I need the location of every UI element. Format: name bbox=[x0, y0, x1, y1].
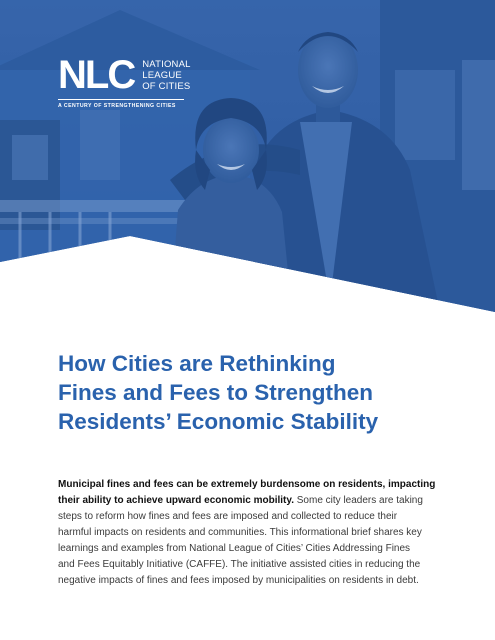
title-line: How Cities are Rethinking bbox=[58, 351, 336, 376]
logo-mark: NLC bbox=[58, 53, 135, 97]
intro-line: harmful impacts on residents and communities. This informational brief shares key bbox=[58, 527, 422, 538]
intro-line: steps to reform how fines and fees are imposed and collected to reduce their bbox=[58, 511, 398, 522]
title-line: Residents’ Economic Stability bbox=[58, 409, 379, 434]
logo-word-1: NATIONAL bbox=[142, 58, 191, 70]
intro-line bbox=[58, 493, 443, 509]
logo-divider bbox=[58, 99, 184, 100]
title-line: Fines and Fees to Strengthen bbox=[58, 380, 374, 405]
intro-line: negative impacts of fines and fees imposed by municipalities on residents in debt. bbox=[58, 575, 419, 586]
intro-line bbox=[58, 477, 443, 493]
intro-lead: their ability to achieve upward economic mobility. bbox=[58, 495, 294, 506]
hero-photo bbox=[0, 0, 495, 312]
intro-lead: Municipal fines and fees can be extremely burdensome on residents, impacting bbox=[58, 479, 436, 490]
intro-text: Some city leaders are taking bbox=[293, 495, 423, 506]
intro-paragraph bbox=[58, 477, 443, 589]
logo-tagline: A CENTURY OF STRENGTHENING CITIES bbox=[58, 103, 176, 109]
intro-line: learnings and examples from National League of Cities’ Cities Addressing Fines bbox=[58, 543, 411, 554]
nlc-logo bbox=[58, 53, 198, 109]
logo-word-3: OF CITIES bbox=[142, 80, 191, 92]
logo-word-2: LEAGUE bbox=[142, 69, 182, 81]
logo-wordmark bbox=[142, 59, 190, 92]
page-title bbox=[58, 349, 458, 436]
intro-line: and Fees Equitably Initiative (CAFFE). The initiative assisted cities in reducing the bbox=[58, 559, 421, 570]
